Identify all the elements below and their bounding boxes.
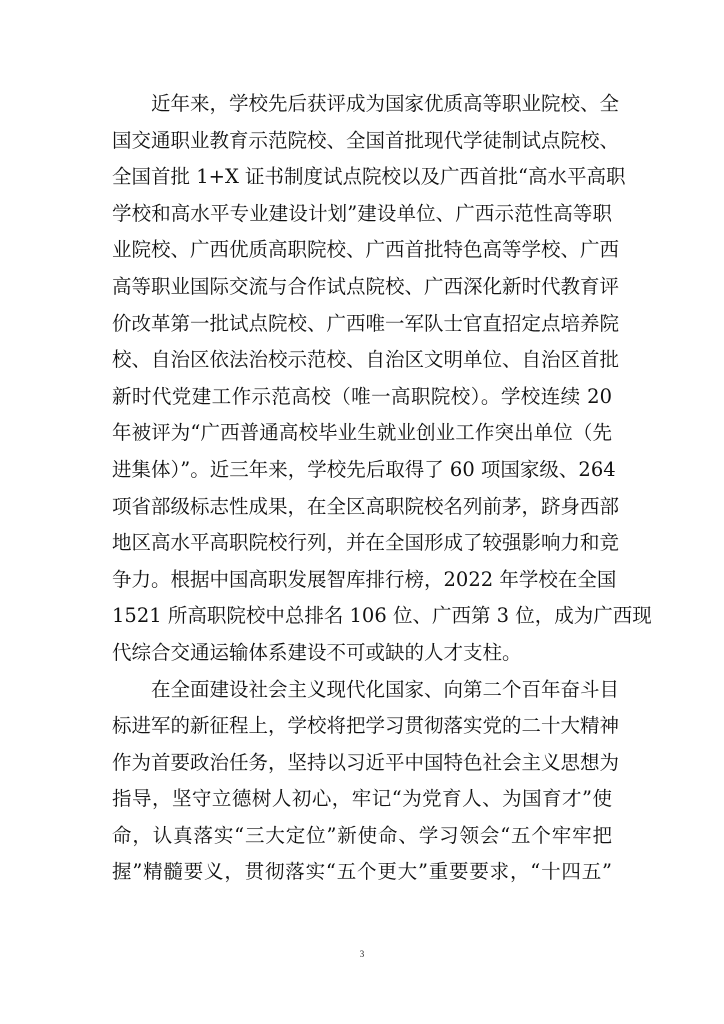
paragraph-1-line-16: 代综合交通运输体系建设不可或缺的人才支柱。 bbox=[112, 640, 522, 664]
paragraph-1-line-15: 1521 所高职院校中总排名 106 位、广西第 3 位，成为广西现 bbox=[112, 604, 652, 628]
paragraph-1-line-13: 地区高水平高职院校行列，并在全国形成了较强影响力和竞 bbox=[112, 531, 620, 555]
paragraph-1-line-9: 新时代党建工作示范高校（唯一高职院校）。学校连续 20 bbox=[112, 384, 612, 408]
paragraph-2-line-2: 标进军的新征程上，学校将把学习贯彻落实党的二十大精神 bbox=[112, 714, 620, 738]
paragraph-1-line-6: 高等职业国际交流与合作试点院校、广西深化新时代教育评 bbox=[112, 274, 620, 298]
paragraph-2-line-3: 作为首要政治任务，坚持以习近平中国特色社会主义思想为 bbox=[112, 750, 620, 774]
paragraph-2-line-4: 指导，坚守立德树人初心，牢记“为党育人、为国育才”使 bbox=[112, 787, 612, 811]
paragraph-1-line-8: 校、自治区依法治校示范校、自治区文明单位、自治区首批 bbox=[112, 348, 620, 372]
paragraph-2-line-6: 握”精髓要义，贯彻落实“五个更大”重要要求，“十四五” bbox=[112, 860, 612, 884]
paragraph-1-line-1: 近年来，学校先后获评成为国家优质高等职业院校、全 bbox=[151, 92, 620, 115]
paragraph-1-line-4: 学校和高水平专业建设计划”建设单位、广西示范性高等职 bbox=[112, 201, 612, 225]
paragraph-1-line-14: 争力。根据中国高职发展智库排行榜，2022 年学校在全国 bbox=[112, 567, 617, 591]
body-text bbox=[112, 86, 652, 891]
paragraph-1-line-10: 年被评为“广西普通高校毕业生就业创业工作突出单位（先 bbox=[112, 421, 612, 445]
paragraph-1-line-3: 全国首批 1+X 证书制度试点院校以及广西首批“高水平高职 bbox=[112, 165, 626, 189]
paragraph-1-line-7: 价改革第一批试点院校、广西唯一军队士官直招定点培养院 bbox=[112, 311, 620, 335]
page-number: 3 bbox=[359, 949, 365, 959]
paragraph-2-line-5: 命，认真落实“三大定位”新使命、学习领会“五个牢牢把 bbox=[112, 823, 612, 847]
paragraph-1-line-5: 业院校、广西优质高职院校、广西首批特色高等学校、广西 bbox=[112, 238, 620, 262]
paragraph-1-line-2: 国交通职业教育示范院校、全国首批现代学徒制试点院校、 bbox=[112, 128, 620, 152]
paragraph-1-line-12: 项省部级标志性成果，在全区高职院校名列前茅，跻身西部 bbox=[112, 494, 620, 518]
paragraph-1-line-11: 进集体）”。近三年来，学校先后取得了 60 项国家级、264 bbox=[112, 457, 616, 481]
paragraph-2-line-1: 在全面建设社会主义现代化国家、向第二个百年奋斗目 bbox=[151, 677, 620, 701]
